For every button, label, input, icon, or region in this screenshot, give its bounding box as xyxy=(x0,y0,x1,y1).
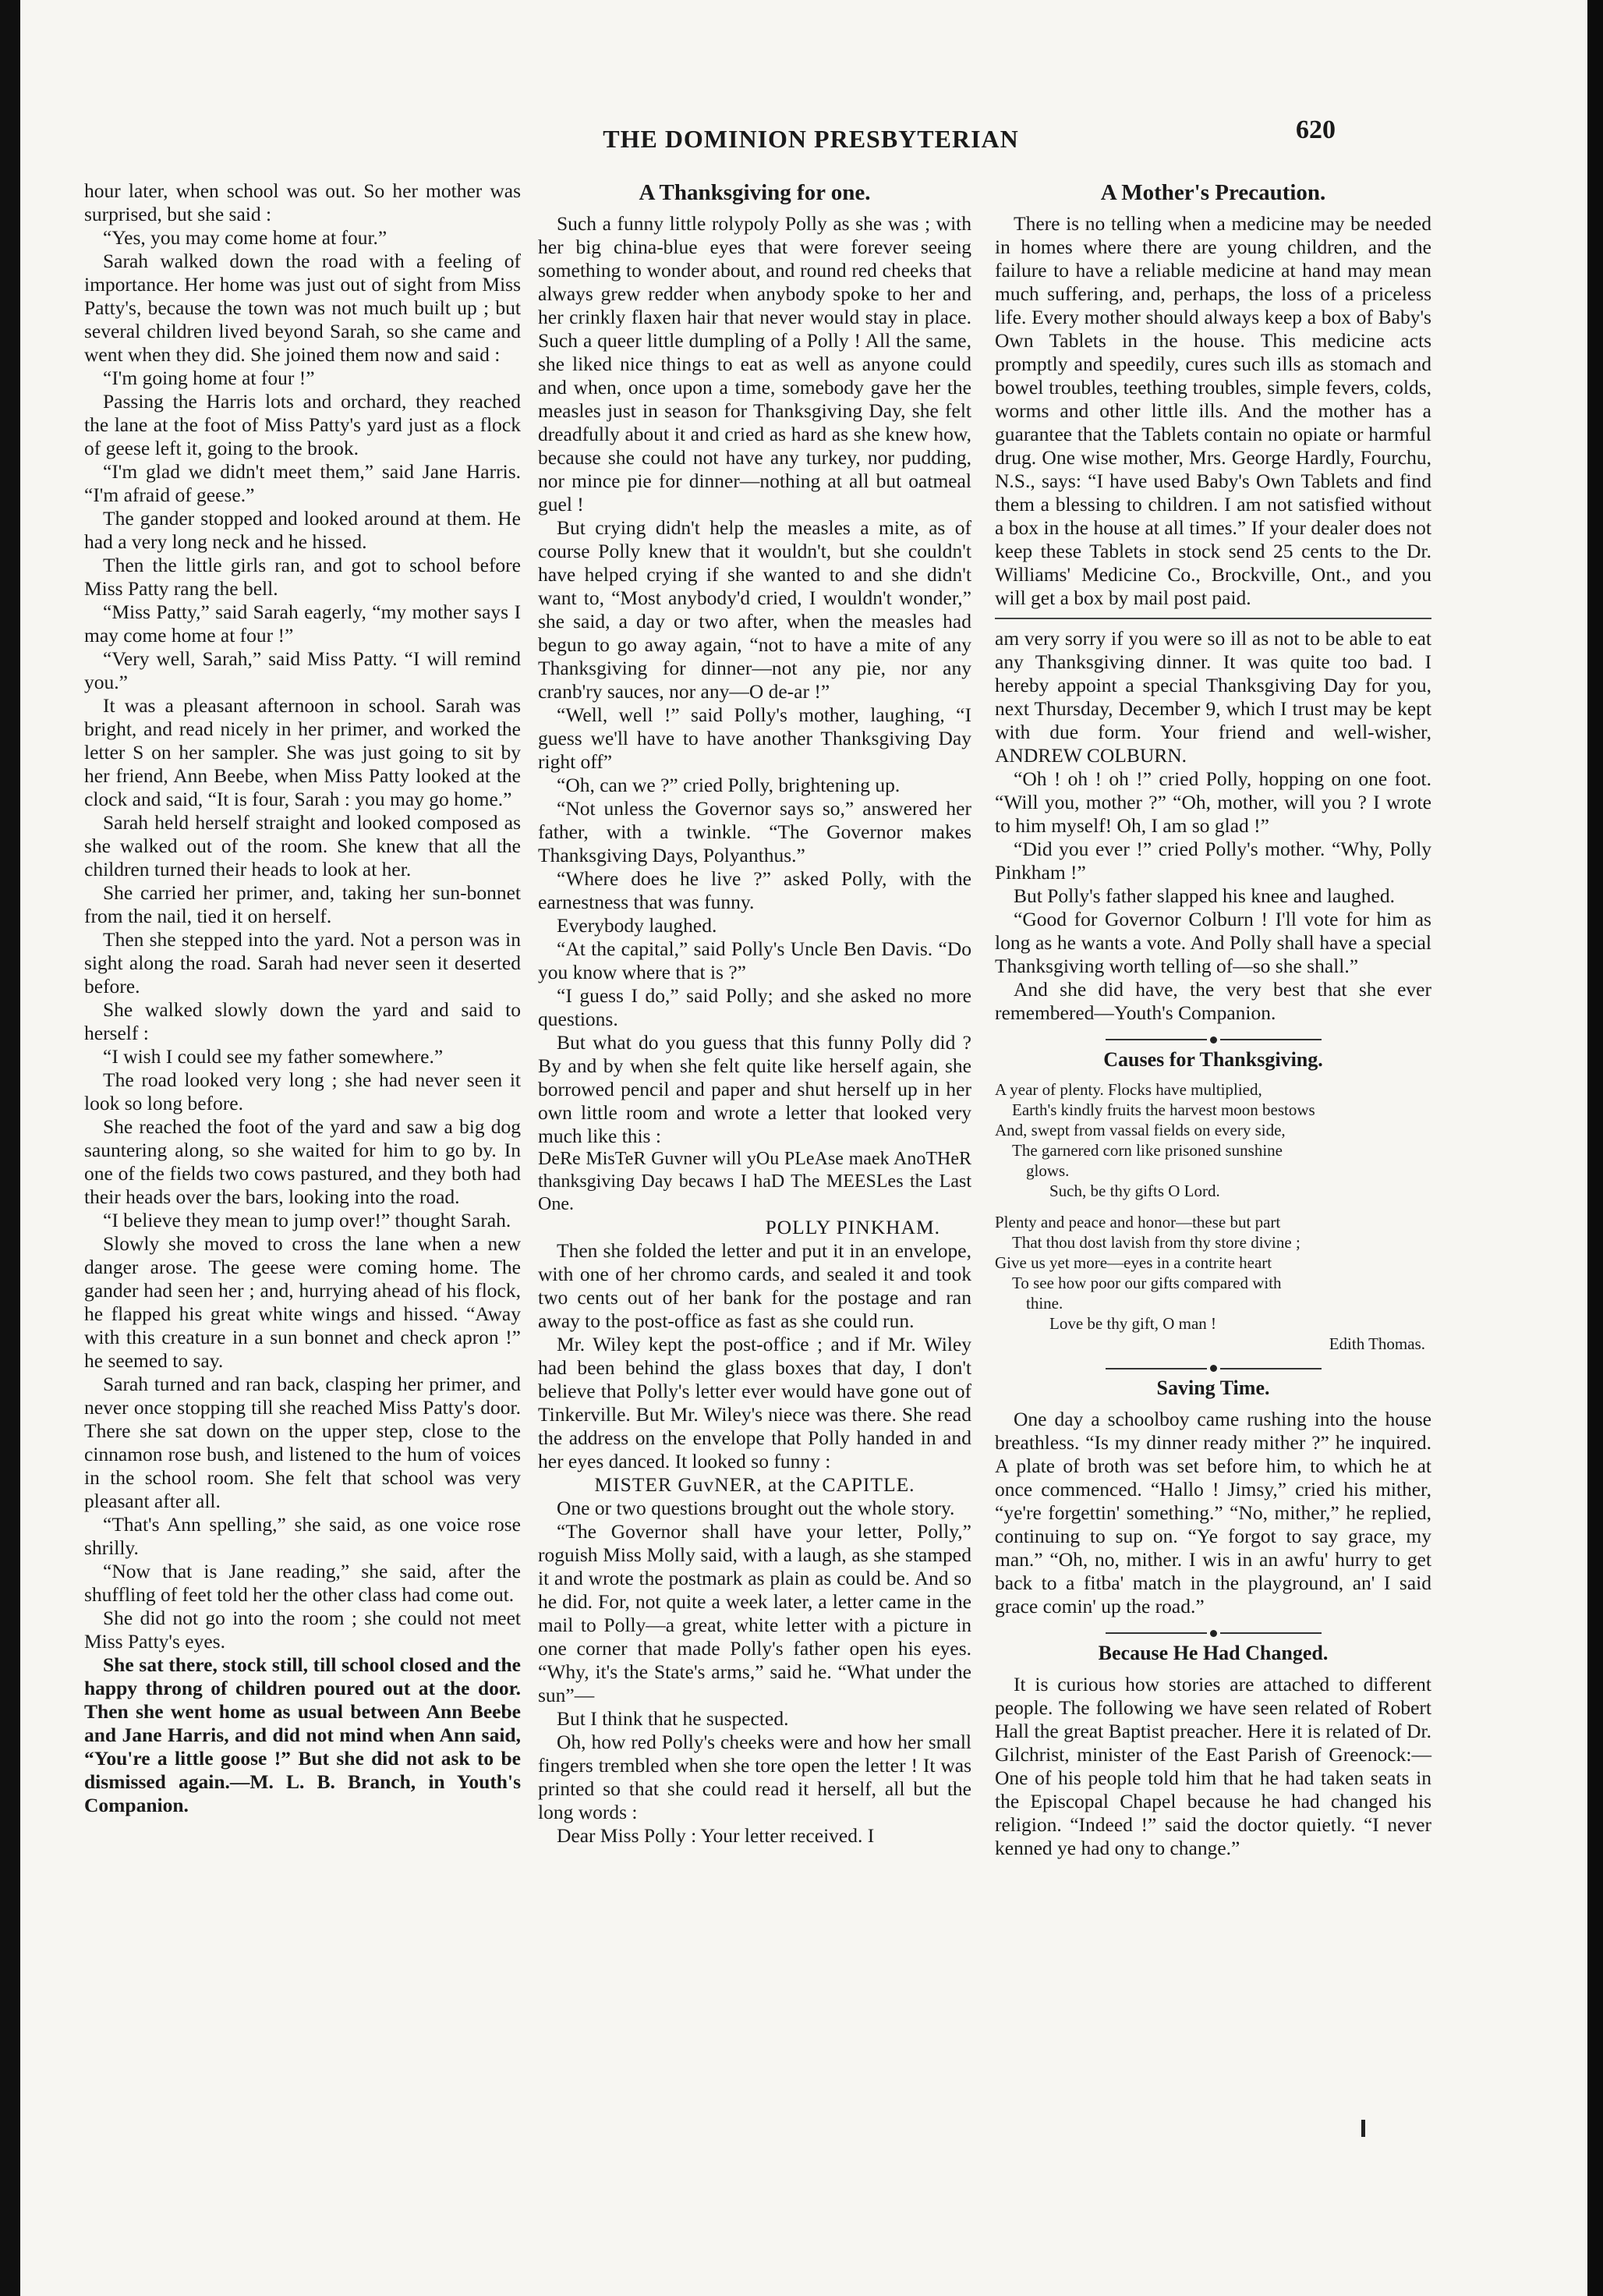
paragraph: Sarah held herself straight and looked composed as she walked out of the room. She knew that all the children turned their heads to look at her. xyxy=(84,811,521,880)
paragraph: “Where does he live ?” asked Polly, with the earnestness that was funny. xyxy=(538,867,971,913)
paragraph: And she did have, the very best that she ever remembered—Youth's Companion. xyxy=(995,978,1431,1024)
poem-line: Earth's kindly fruits the harvest moon bestows xyxy=(1012,1100,1315,1119)
poem-line: Give us yet more—eyes in a contrite heart xyxy=(995,1253,1272,1272)
paragraph: “Yes, you may come home at four.” xyxy=(103,226,387,249)
poem-line: That thou dost lavish from thy store divine ; xyxy=(1012,1232,1300,1252)
paragraph: The gander stopped and looked around at them. He had a very long neck and he hissed. xyxy=(84,507,521,553)
poem-author: Edith Thomas. xyxy=(1329,1334,1425,1353)
paragraph: “The Governor shall have your letter, Polly,” roguish Miss Molly said, with a laugh, as she stamped it and wrote the postmark as plain as could be. And so he did. For, not quite a week later, a letter came in the mail to Polly—a great, white letter with a picture in one corner that made Polly's father open his eyes. “Why, it's the State's arms,” said he. “What under the sun”— xyxy=(538,1520,971,1706)
paragraph: She reached the foot of the yard and saw a big dog sauntering along, so she waited for him to go by. In one of the fields two cows pastured, and they both had their heads over the bars, looking into the road. xyxy=(84,1115,521,1208)
ad-title: A Mother's Precaution. xyxy=(1100,180,1326,205)
paragraph: Everybody laughed. xyxy=(557,914,717,937)
paragraph: Such a funny little rolypoly Polly as she was ; with her big china-blue eyes that were forever seeing something to wonder about, and round red cheeks that always grew redder when anybody spoke to her and her crinkly flaxen hair that never would stay in place. Such a queer little dumpling of a Polly ! All the same, she liked nice things to eat as well as anyone could and when, once upon a time, somebody gave her the measles just in season for Thanksgiving Day, she felt dreadfully about it and cried as hard as she knew how, because she could not have any turkey, nor pudding, nor mince pie for dinner—nothing at all but oatmeal guel ! xyxy=(538,212,971,516)
scan-border-left xyxy=(0,0,20,2296)
paragraph: “Oh, can we ?” cried Polly, brightening up. xyxy=(557,774,901,796)
paragraph: “Did you ever !” cried Polly's mother. “Why, Polly Pinkham !” xyxy=(995,838,1431,884)
paragraph: “Very well, Sarah,” said Miss Patty. “I will remind you.” xyxy=(84,647,521,693)
saving-time-title: Saving Time. xyxy=(1156,1377,1270,1400)
paragraph: Then she folded the letter and put it in an envelope, with one of her chromo cards, and sealed it and took two cents out of her bank for the postage and ran away to the post-office as fast as she could run. xyxy=(538,1239,971,1332)
paragraph: “Now that is Jane reading,” she said, after the shuffling of feet told her the other class had come out. xyxy=(84,1560,521,1606)
running-title: THE DOMINION PRESBYTERIAN xyxy=(603,125,1019,153)
paragraph: “I believe they mean to jump over!” thought Sarah. xyxy=(103,1209,511,1231)
envelope-address: MISTER GuvNER, at the CAPITLE. xyxy=(594,1473,915,1496)
column-left xyxy=(84,179,521,1817)
paragraph: Sarah turned and ran back, clasping her primer, and never once stopping till she reached Miss Patty's door. There she sat down on the upper step, close to the cinnamon rose bush, and listened to the hum of voices in the school room. She felt that school was very pleasant after all. xyxy=(84,1373,521,1512)
poem-line: Plenty and peace and honor—these but part xyxy=(995,1212,1281,1231)
page-number: 620 xyxy=(1296,115,1336,144)
paragraph: It was a pleasant afternoon in school. Sarah was bright, and read nicely in her primer, and worked the letter S on her sampler. She was just going to sit by her friend, Ann Beebe, when Miss Patty looked at the clock and said, “It is four, Sarah : you may go home.” xyxy=(84,694,521,810)
ornament-divider xyxy=(995,1628,1431,1637)
paragraph: “Not unless the Governor says so,” answered her father, with a twinkle. “The Governor makes Thanksgiving Days, Polyanthus.” xyxy=(538,797,971,866)
poem-line: Such, be thy gifts O Lord. xyxy=(1049,1181,1220,1200)
poem-line: A year of plenty. Flocks have multiplied, xyxy=(995,1079,1262,1099)
paragraph: But I think that he suspected. xyxy=(557,1707,789,1730)
letter-signature: POLLY PINKHAM. xyxy=(765,1216,940,1238)
paragraph: “I'm glad we didn't meet them,” said Jane Harris. “I'm afraid of geese.” xyxy=(84,460,521,506)
paragraph: “Miss Patty,” said Sarah eagerly, “my mother says I may come home at four !” xyxy=(84,601,521,647)
paragraph: But Polly's father slapped his knee and laughed. xyxy=(1014,884,1395,907)
column-right xyxy=(995,179,1431,1860)
poem-line: glows. xyxy=(1026,1160,1070,1180)
paragraph: One or two questions brought out the whole story. xyxy=(557,1497,955,1519)
paragraph: hour later, when school was out. So her mother was surprised, but she said : xyxy=(84,179,521,225)
paragraph: “I'm going home at four !” xyxy=(103,367,315,389)
paragraph: am very sorry if you were so ill as not to be able to eat any Thanksgiving dinner. It was quite too bad. I hereby appoint a special Thanksgiving Day for you, next Thursday, December 9, which I trust may be kept with due form. Your friend and well-wisher, ANDREW COLBURN. xyxy=(995,627,1431,767)
poem xyxy=(995,1079,1431,1354)
poem-line: Love be thy gift, O man ! xyxy=(1049,1313,1217,1333)
paragraph: “At the capital,” said Polly's Uncle Ben Davis. “Do you know where that is ?” xyxy=(538,937,971,983)
paragraph: “Oh ! oh ! oh !” cried Polly, hopping on one foot. “Will you, mother ?” “Oh, mother, will you ? I wrote to him myself! Oh, I am so glad !” xyxy=(995,767,1431,837)
paragraph: It is curious how stories are attached to different people. The following we have seen related of Robert Hall the great Baptist preacher. Here it is related of Dr. Gilchrist, minister of the East Parish of Greenock:—One of his people told him that he had taken seats in the Episcopal Chapel because he had changed his religion. “Indeed !” said the doctor quietly. “I never kenned ye had ony to change.” xyxy=(995,1672,1431,1859)
paragraph: Then she stepped into the yard. Not a person was in sight along the road. Sarah had never seen it deserted before. xyxy=(84,928,521,997)
ad-text: There is no telling when a medicine may be needed in homes where there are young children, and the failure to have a reliable medicine at hand may mean much suffering, and, perhaps, the loss of a priceless life. Every mother should always keep a box of Baby's Own Tablets in the house. This medicine acts promptly and speedily, cures such ills as stomach and bowel troubles, teething troubles, simple fevers, colds, worms and other little ills. And the mother has a guarantee that the Tablets contain no opiate or harmful drug. One wise mother, Mrs. George Hardly, Fourchu, N.S., says: “I have used Baby's Own Tablets and find them a blessing to children. I am not satisfied without a box in the house at all times.” If your dealer does not keep these Tablets in stock send 25 cents to the Dr. Williams' Medicine Co., Brockville, Ont., and you will get a box by mail post paid. xyxy=(995,212,1431,609)
poem-title: Causes for Thanksgiving. xyxy=(1103,1047,1323,1071)
paragraph: Sarah walked down the road with a feeling of importance. Her home was just out of sight from Miss Patty's, because the town was not much built up ; but several children lived beyond Sarah, so she came and went when they did. She joined them now and said : xyxy=(84,250,521,366)
poem-line: To see how poor our gifts compared with xyxy=(1012,1273,1282,1292)
poem-line: thine. xyxy=(1026,1293,1063,1313)
paragraph: She carried her primer, and, taking her sun-bonnet from the nail, tied it on herself. xyxy=(84,881,521,927)
paragraph: “I guess I do,” said Polly; and she asked no more questions. xyxy=(538,984,971,1030)
story-title: A Thanksgiving for one. xyxy=(639,180,871,205)
divider-rule xyxy=(995,618,1431,619)
poem-line: The garnered corn like prisoned sunshine xyxy=(1012,1140,1283,1160)
paragraph: “That's Ann spelling,” she said, as one voice rose shrilly. xyxy=(84,1513,521,1559)
paragraph: Then the little girls ran, and got to school before Miss Patty rang the bell. xyxy=(84,554,521,600)
paragraph: She sat there, stock still, till school closed and the happy throng of children poured out at the door. Then she went home as usual between Ann Beebe and Jane Harris, and did not mind when Ann said, “You're a little goose !” But she did not ask to be dismissed again.—M. L. B. Branch, in Youth's Companion. xyxy=(84,1653,521,1816)
paragraph: She did not go into the room ; she could not meet Miss Patty's eyes. xyxy=(84,1607,521,1653)
ornament-divider xyxy=(995,1363,1431,1373)
print-mark xyxy=(1361,2120,1365,2137)
paragraph: Dear Miss Polly : Your letter received. I xyxy=(557,1824,875,1847)
paragraph: “I wish I could see my father somewhere.” xyxy=(103,1045,444,1068)
poem-line: And, swept from vassal fields on every side, xyxy=(995,1120,1286,1139)
paragraph: Slowly she moved to cross the lane when a new danger arose. The geese were coming home. The gander had seen her ; and, hurrying ahead of his flock, he flapped his great white wings and hissed. “Away with this creature in a sun bonnet and check apron !” he seemed to say. xyxy=(84,1232,521,1372)
paragraph: But what do you guess that this funny Polly did ? By and by when she felt quite like herself again, she borrowed pencil and paper and shut herself up in her own little room and wrote a letter that looked very much like this : xyxy=(538,1031,971,1147)
scan-border-right xyxy=(1587,0,1603,2296)
column-middle xyxy=(538,179,971,1848)
paragraph: The road looked very long ; she had never seen it look so long before. xyxy=(84,1068,521,1114)
ornament-divider xyxy=(995,1034,1431,1043)
paragraph: “Good for Governor Colburn ! I'll vote for him as long as he wants a vote. And Polly shall have a special Thanksgiving worth telling of—so she shall.” xyxy=(995,908,1431,977)
changed-title: Because He Had Changed. xyxy=(1098,1641,1329,1664)
paragraph: Mr. Wiley kept the post-office ; and if Mr. Wiley had been behind the glass boxes that day, I don't believe that Polly's letter ever would have gone out of Tinkerville. But Mr. Wiley's niece was there. She read the address on the envelope that Polly handed in and her eyes danced. It looked so funny : xyxy=(538,1333,971,1472)
paragraph: “Well, well !” said Polly's mother, laughing, “I guess we'll have to have another Thanksgiving Day right off” xyxy=(538,703,971,773)
paragraph: Passing the Harris lots and orchard, they reached the lane at the foot of Miss Patty's yard just as a flock of geese left it, going to the brook. xyxy=(84,390,521,459)
paragraph: Oh, how red Polly's cheeks were and how her small fingers trembled when she tore open the letter ! It was printed so that she could read it herself, all but the long words : xyxy=(538,1731,971,1823)
paragraph: One day a schoolboy came rushing into the house breathless. “Is my dinner ready mither ?” he inquired. A plate of broth was set before him, to which he at once commenced. “Hallo ! Jimsy,” cried his mither, “ye're forgettin' something.” “No, mither,” he replied, continuing to sup on. “Ye forgot to say grace, my man.” “Oh, no, mither. I wis in an awfu' hurry to get back to a fitba' match in the playground, an' I said grace comin' up the road.” xyxy=(995,1408,1431,1618)
paragraph: She walked slowly down the yard and said to herself : xyxy=(84,998,521,1044)
polly-letter: DeRe MisTeR Guvner will yOu PLeAse maek AnoTHeR thanksgiving Day becaws I haD The MEESLes the Last One. xyxy=(538,1149,971,1214)
paragraph: But crying didn't help the measles a mite, as of course Polly knew that it wouldn't, but she couldn't have helped crying if she wanted to and she didn't want to, “Most anybody'd cried, I wouldn't wonder,” she said, a day or two after, when the measles had begun to go away again, “not to have a mite of any Thanksgiving for dinner—not any pie, nor any cranb'ry sauces, nor any—O de-ar !” xyxy=(538,516,971,703)
